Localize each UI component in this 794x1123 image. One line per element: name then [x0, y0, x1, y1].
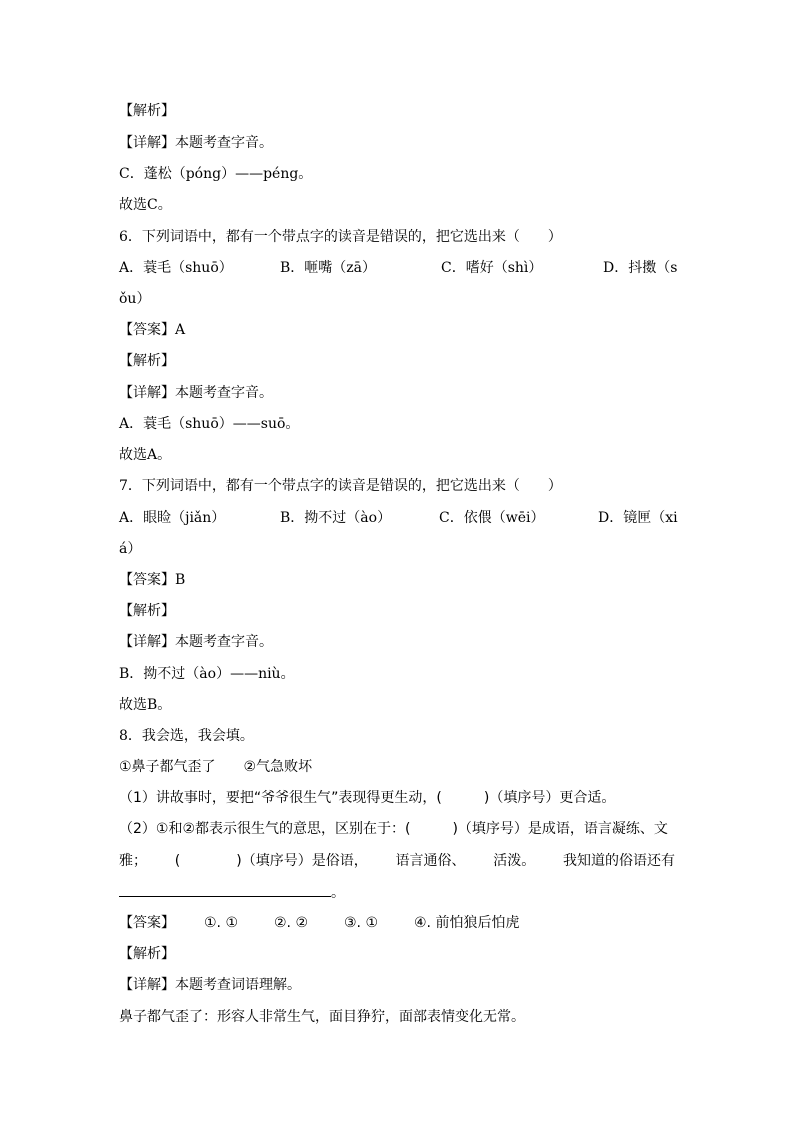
fill-in-blank	[119, 882, 331, 897]
q7-explanation: B．拗不过（ào）——niù。	[119, 666, 295, 682]
q8-explanation: 鼻子都气歪了：形容人非常生气，面目狰狞，面部表情变化无常。	[119, 1009, 525, 1025]
q6-analysis-heading: 【解析】	[119, 353, 175, 369]
q6-option-wrap: ǒu）	[119, 291, 151, 307]
q8-part2-word: ( )（填序号）是俗语，	[174, 853, 368, 869]
q8-part2-word: 我知道的俗语还有	[563, 853, 675, 869]
q6-option-a: A．蓑毛（shuō）	[119, 260, 233, 276]
explanation-line: C．蓬松（póng）——péng。	[119, 166, 313, 182]
q8-part2-line2	[119, 851, 675, 871]
q6-option-b: B．咂嘴（zā）	[280, 260, 377, 276]
q6-stem: 6．下列词语中，都有一个带点字的读音是错误的，把它选出来（ ）	[119, 229, 562, 245]
q8-answer-2: ②. ②	[274, 915, 309, 931]
q6-option-c: C．嗜好（shì）	[441, 260, 543, 276]
q7-option-wrap: á）	[119, 541, 142, 557]
q8-stem: 8．我会选，我会填。	[119, 728, 254, 744]
q8-detail-heading: 【详解】本题考查词语理解。	[119, 977, 301, 993]
q6-detail-heading: 【详解】本题考查字音。	[119, 385, 273, 401]
q8-answer-3: ③. ①	[344, 915, 379, 931]
q7-option-c: C．依偎（wēi）	[439, 510, 545, 526]
q8-items: ①鼻子都气歪了 ②气急败坏	[119, 759, 313, 775]
q7-analysis-heading: 【解析】	[119, 603, 175, 619]
q8-part2-word: 活泼。	[493, 853, 536, 869]
q8-analysis-heading: 【解析】	[119, 946, 175, 962]
q8-answer-label: 【答案】	[119, 915, 175, 931]
q6-explanation: A．蓑毛（shuō）——suō。	[119, 416, 300, 432]
q8-answer-4: ④. 前怕狼后怕虎	[414, 915, 520, 931]
q8-part2-line1: （2）①和②都表示很生气的意思，区别在于：( )（填序号）是成语，语言凝练、文	[119, 821, 668, 837]
q7-option-a: A．眼睑（jiǎn）	[119, 510, 226, 526]
q8-part1: （1）讲故事时，要把“爷爷很生气”表现得更生动，( )（填序号）更合适。	[119, 790, 616, 806]
q7-option-b: B．拗不过（ào）	[280, 510, 392, 526]
q8-part2-word: 雅；	[119, 853, 147, 869]
q7-detail-heading: 【详解】本题考查字音。	[119, 634, 273, 650]
detail-heading: 【详解】本题考查字音。	[119, 135, 273, 151]
q8-part2-line3	[119, 882, 675, 903]
q8-answer-1: ①. ①	[204, 915, 239, 931]
choice-line: 故选C。	[119, 197, 172, 213]
q8-part2-word: 语言通俗、	[395, 853, 466, 869]
q8-answer	[119, 913, 675, 933]
q7-option-d: D．镜匣（xi	[598, 510, 678, 526]
q6-option-d: D．抖擞（s	[603, 260, 678, 276]
q6-choice: 故选A。	[119, 447, 172, 463]
analysis-heading: 【解析】	[119, 103, 175, 119]
q8-part2-end: 。	[331, 885, 345, 901]
q6-answer: 【答案】A	[119, 322, 186, 338]
q7-answer: 【答案】B	[119, 572, 186, 588]
q7-choice: 故选B。	[119, 697, 172, 713]
q7-stem: 7．下列词语中，都有一个带点字的读音是错误的，把它选出来（ ）	[119, 478, 562, 494]
